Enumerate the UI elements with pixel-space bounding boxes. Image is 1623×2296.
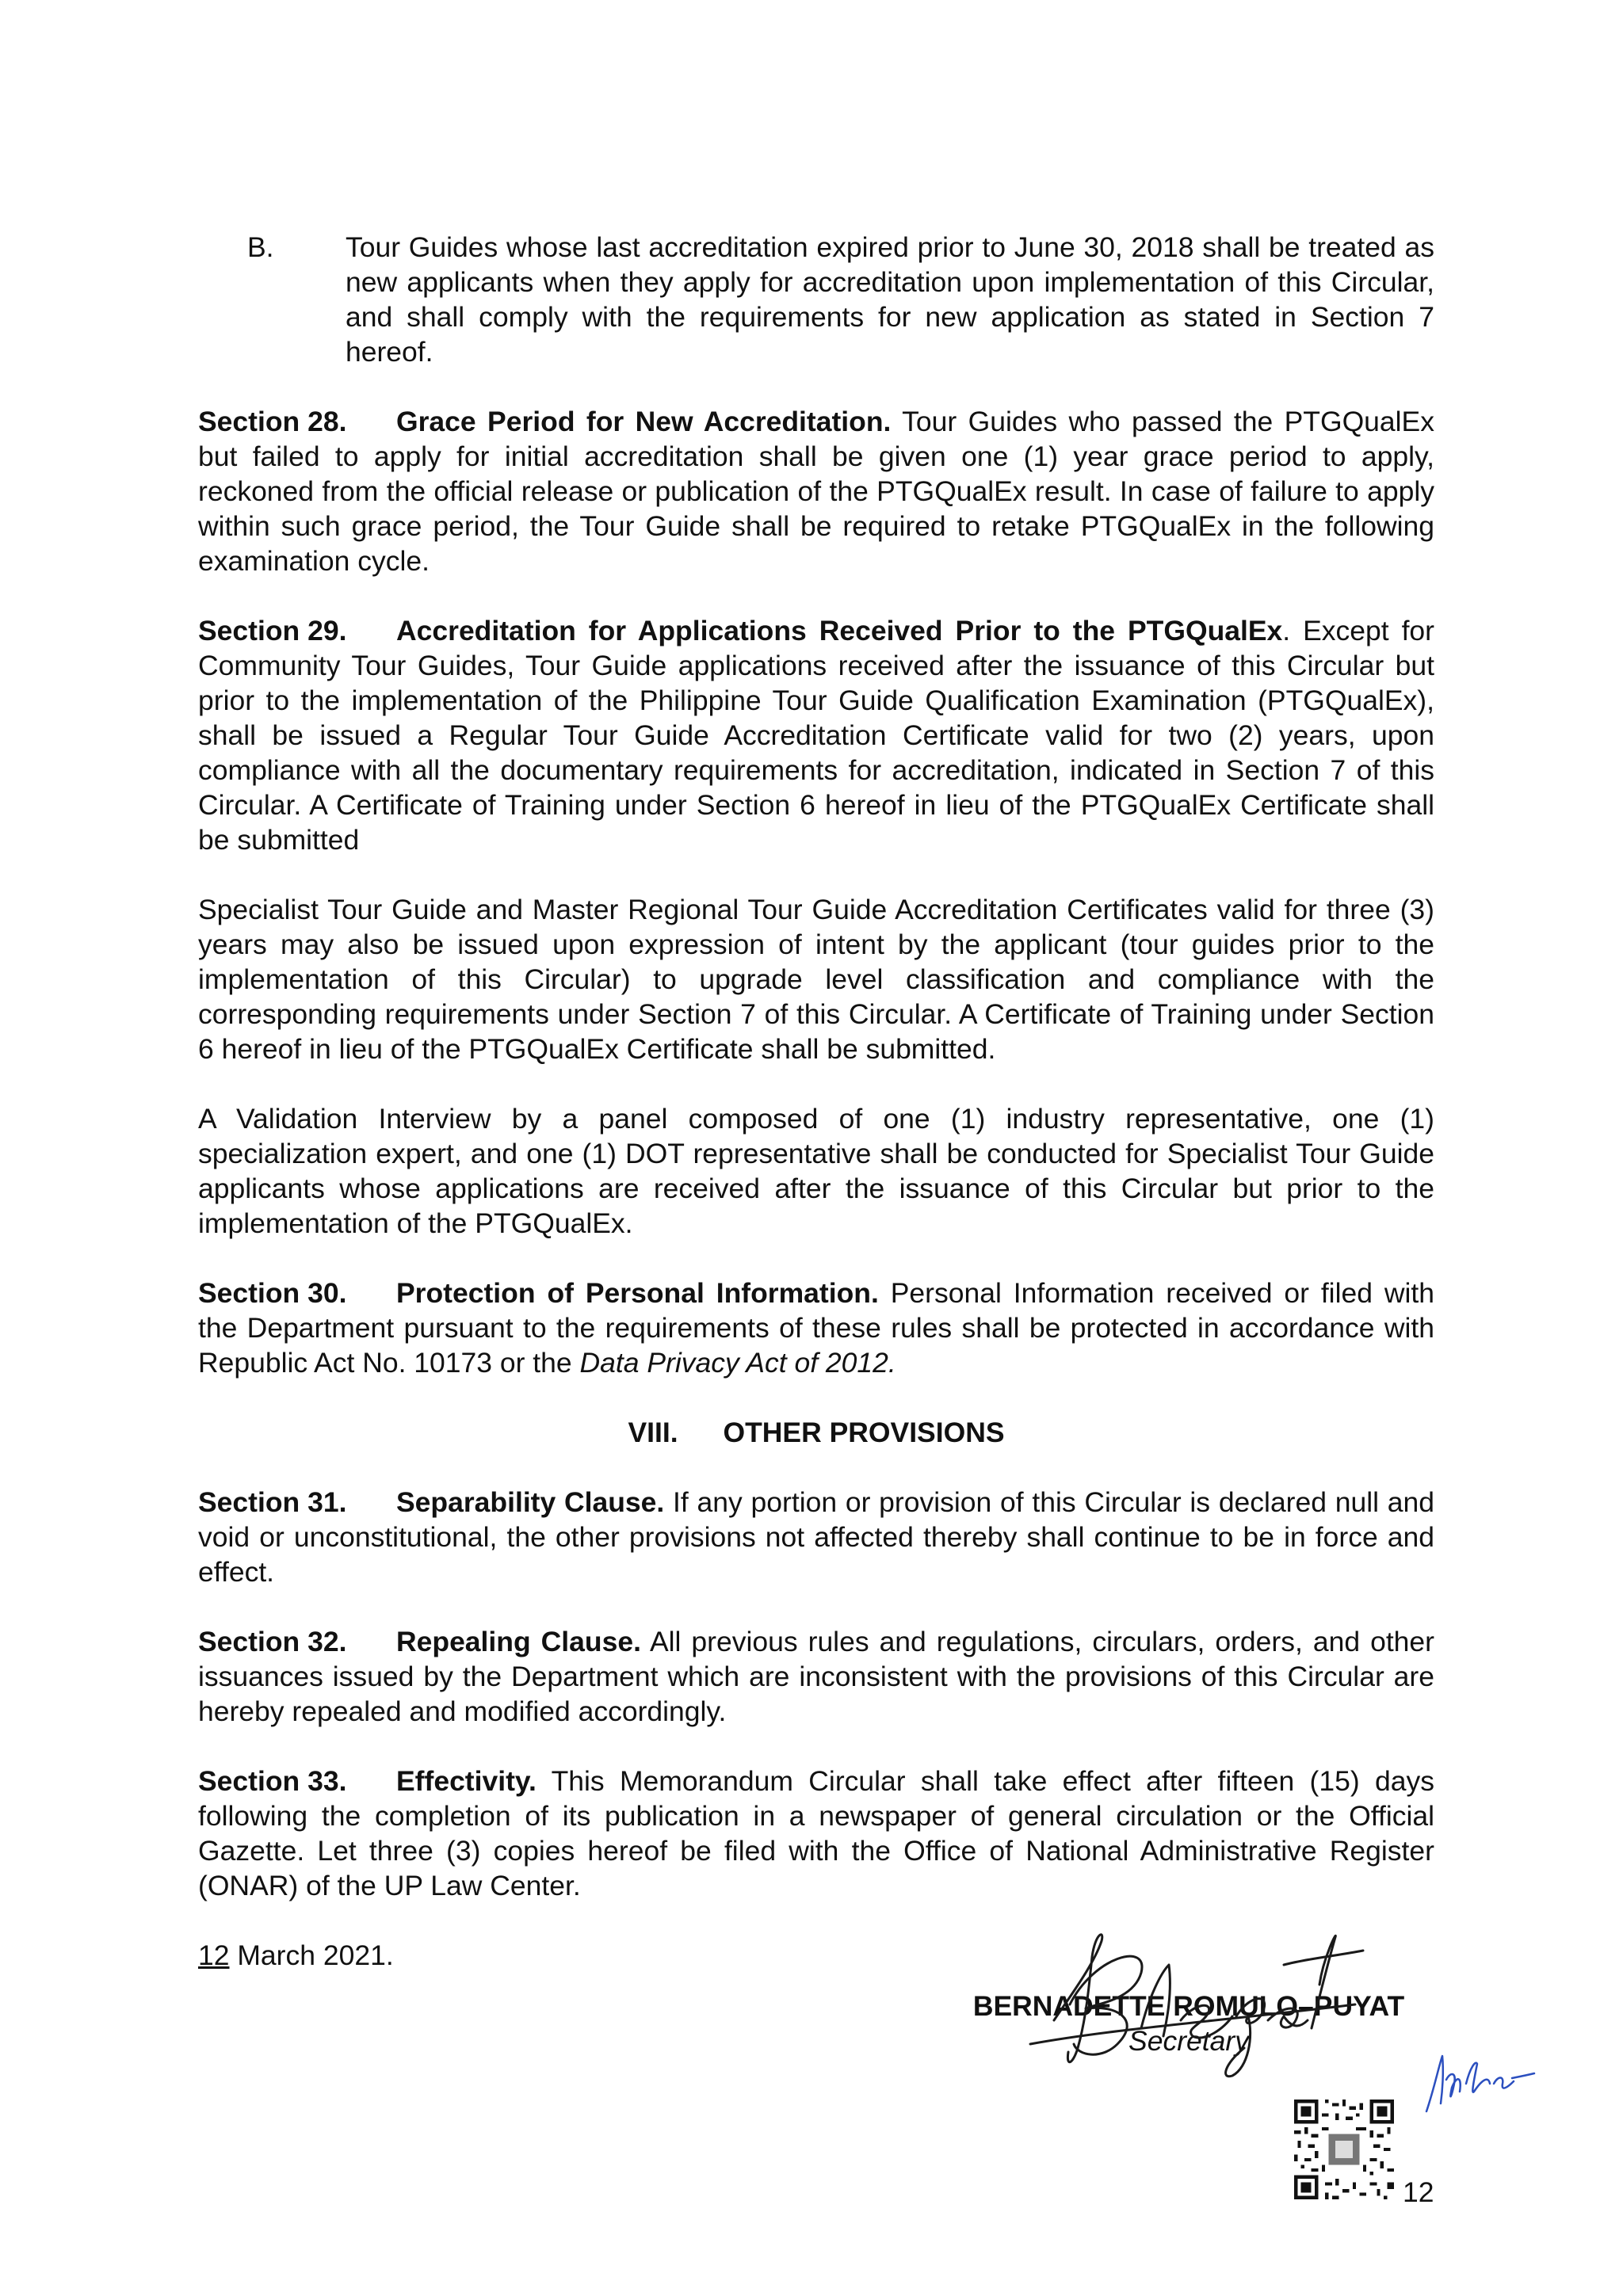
section-number: Section 32. xyxy=(198,1626,347,1657)
section-title: Protection of Personal Information. xyxy=(396,1277,879,1309)
list-item-text: Tour Guides whose last accreditation expired prior to June 30, 2018 shall be treated as new applicants when they apply for accreditation upon implementation of this Circular, and shall comply with the requirements for new application as stated in Section 7 hereof. xyxy=(346,231,1434,368)
document-body xyxy=(198,230,1434,1973)
section-32 xyxy=(198,1624,1434,1729)
section-title: Grace Period for New Accreditation. xyxy=(396,406,892,437)
paragraph-validation: A Validation Interview by a panel composed of one (1) industry representative, one (1) specialization expert, and one (1) DOT representative shall be conducted for Specialist Tour Guide applicants whose applications are received after the issuance of this Circular but prior to the implementation of the PTGQualEx. xyxy=(198,1103,1434,1239)
section-number: Section 30. xyxy=(198,1277,347,1309)
chapter-title: OTHER PROVISIONS xyxy=(723,1417,1005,1448)
initials-signature xyxy=(1419,2048,1537,2119)
issue-date-rest: March 2021. xyxy=(229,1939,394,1971)
section-title: Accreditation for Applications Received Prior to the PTGQualEx xyxy=(396,615,1283,646)
signatory-name: BERNADETTE ROMULO–PUYAT xyxy=(972,1990,1405,2022)
section-title: Separability Clause. xyxy=(396,1486,665,1518)
section-number: Section 29. xyxy=(198,615,347,646)
section-body-italic: Data Privacy Act of 2012. xyxy=(579,1347,896,1379)
section-29 xyxy=(198,613,1434,857)
section-31 xyxy=(198,1485,1434,1589)
section-title: Effectivity. xyxy=(396,1765,537,1797)
section-33 xyxy=(198,1764,1434,1903)
section-number: Section 33. xyxy=(198,1765,347,1797)
signatory-title: Secretary xyxy=(1128,2025,1249,2057)
section-number: Section 31. xyxy=(198,1486,347,1518)
page-number: 12 xyxy=(1403,2176,1434,2208)
section-30 xyxy=(198,1276,1434,1380)
section-28 xyxy=(198,404,1434,578)
section-number: Section 28. xyxy=(198,406,347,437)
handwritten-signature xyxy=(1022,1909,1371,2092)
qr-code xyxy=(1294,2100,1394,2199)
section-body: . Except for Community Tour Guides, Tour Guide applications received after the issuance of this Circular but prior to the implementation of the Philippine Tour Guide Qualification Examination (PTGQualEx), shall be issued a Regular Tour Guide Accreditation Certificate valid for two (2) years, upon compliance with all the documentary requirements for accreditation, indicated in Section 7 of this Circular. A Certificate of Training under Section 6 hereof in lieu of the PTGQualEx Certificate shall be submitted xyxy=(198,615,1435,856)
section-body: Tour Guides who passed the PTGQualEx but failed to apply for initial accreditation shall be given one (1) year grace period to apply, reckoned from the official release or publication of the PTGQualEx result. In case of failure to apply within such grace period, the Tour Guide shall be required to retake PTGQualEx in the following examination cycle. xyxy=(198,406,1434,577)
paragraph-specialist: Specialist Tour Guide and Master Regional Tour Guide Accreditation Certificates valid for three (3) years may also be issued upon expression of intent by the applicant (tour guides prior to the implementation of this Circular) to upgrade level classification and compliance with the corresponding requirements under Section 7 of this Circular. A Certificate of Training under Section 6 hereof in lieu of the PTGQualEx Certificate shall be submitted. xyxy=(198,894,1434,1065)
section-title: Repealing Clause. xyxy=(396,1626,641,1657)
chapter-heading xyxy=(198,1415,1434,1450)
list-marker: B. xyxy=(247,231,274,263)
issue-date-day: 12 xyxy=(198,1939,230,1971)
section-body: If any portion or provision of this Circular is declared null and void or unconstitutional, the other provisions not affected thereby shall continue to be in force and effect. xyxy=(198,1486,1435,1588)
section-body: All previous rules and regulations, circulars, orders, and other issuances issued by the Department which are inconsistent with the provisions of this Circular are hereby repealed and modified accordingly. xyxy=(198,1626,1434,1727)
section-body: Personal Information received or filed with the Department pursuant to the requirements of these rules shall be protected in accordance with Republic Act No. 10173 or the xyxy=(198,1277,1434,1379)
list-item-b xyxy=(247,230,1434,369)
chapter-number: VIII. xyxy=(628,1417,678,1448)
section-body: This Memorandum Circular shall take effect after fifteen (15) days following the completion of its publication in a newspaper of general circulation or the Official Gazette. Let three (3) copies hereof be filed with the Office of National Administrative Register (ONAR) of the UP Law Center. xyxy=(198,1765,1434,1901)
